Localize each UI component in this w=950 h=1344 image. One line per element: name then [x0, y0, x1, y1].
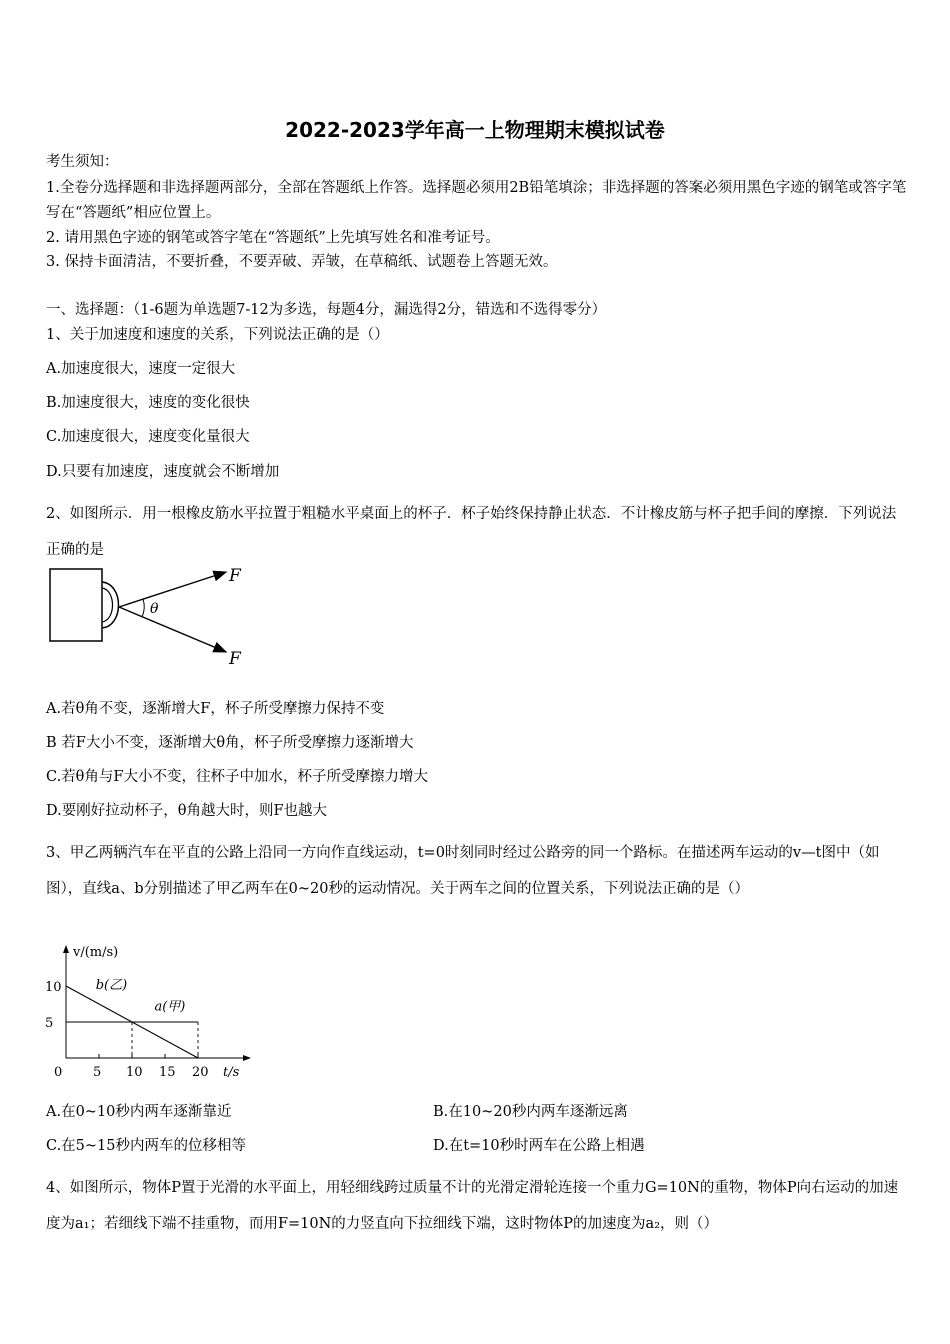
force-lower-line: [119, 607, 226, 652]
q2-option-d: D.要刚好拉动杯子，θ角越大时，则F也越大: [46, 803, 328, 819]
x-tick-label: 5: [93, 1065, 102, 1080]
q2-stem: 2、如图所示．用一根橡皮筋水平拉置于粗糙水平桌面上的杯子．杯子始终保持静止状态．不计橡皮筋与杯子把手间的摩擦．下列说法正确的是: [46, 506, 897, 558]
q2-option-a: A.若θ角不变，逐渐增大F，杯子所受摩擦力保持不变: [46, 701, 385, 717]
x-axis-label: t/s: [223, 1065, 240, 1080]
angle-label: θ: [150, 601, 159, 617]
angle-arc: [142, 599, 144, 617]
y-axis-label: v/(m/s): [73, 945, 119, 960]
x-tick-label: 15: [159, 1065, 176, 1080]
x-tick-label: 0: [54, 1065, 63, 1080]
q1-option-b: B.加速度很大，速度的变化很快: [46, 395, 250, 411]
q2-option-c: C.若θ角与F大小不变，往杯子中加水，杯子所受摩擦力增大: [46, 769, 428, 785]
cup-handle-inner: [102, 588, 113, 622]
force-lower-label: F: [229, 649, 241, 669]
notice-item-1: 1.全卷分选择题和非选择题两部分，全部在答题纸上作答。选择题必须用2B铅笔填涂；非选择题的答案必须用黑色字迹的钢笔或答字笔写在“答题纸”相应位置上。: [46, 180, 907, 221]
page-title: 2022-2023学年高一上物理期末模拟试卷: [285, 118, 665, 142]
q1-option-c: C.加速度很大，速度变化量很大: [46, 429, 250, 445]
section-heading: 一、选择题：（1-6题为单选题7-12为多选，每题4分，漏选得2分，错选和不选得零分）: [46, 302, 607, 318]
cup-body: [50, 569, 102, 641]
q3-option-b: B.在10~20秒内两车逐渐远离: [433, 1104, 628, 1120]
series-label-a: a(甲): [154, 999, 186, 1015]
y-tick-label: 10: [45, 980, 62, 995]
notice-item-3: 3. 保持卡面清洁，不要折叠，不要弄破、弄皱，在草稿纸、试题卷上答题无效。: [46, 254, 558, 270]
y-tick-label: 5: [45, 1016, 54, 1031]
q3-option-a: A.在0~10秒内两车逐渐靠近: [46, 1104, 232, 1120]
q1-option-d: D.只要有加速度，速度就会不断增加: [46, 464, 280, 480]
x-tick-label: 10: [126, 1065, 143, 1080]
force-upper-label: F: [229, 566, 241, 586]
q4-stem: 4、如图所示，物体P置于光滑的水平面上，用轻细线跨过质量不计的光滑定滑轮连接一个重力G=10N的重物，物体P向右运动的加速度为a₁；若细线下端不挂重物，而用F=10N的力竖直向下拉细线下端，这时物体P的加速度为a₂，则（）: [46, 1180, 899, 1232]
force-upper-line: [119, 572, 226, 607]
notice-heading: 考生须知：: [46, 154, 119, 170]
q1-stem: 1、关于加速度和速度的关系，下列说法正确的是（）: [46, 327, 389, 343]
q3-stem: 3、甲乙两辆汽车在平直的公路上沿同一方向作直线运动，t=0时刻同时经过公路旁的同一个路标。在描述两车运动的v—t图中（如图），直线a、b分别描述了甲乙两车在0~20秒的运动情况。关于两车之间的位置关系，下列说法正确的是（）: [46, 845, 880, 897]
series-label-b: b(乙): [95, 977, 128, 993]
notice-item-2: 2. 请用黑色字迹的钢笔或答字笔在“答题纸”上先填写姓名和准考证号。: [46, 230, 500, 246]
cup-force-diagram: [46, 562, 256, 672]
x-tick-label: 20: [192, 1065, 209, 1080]
q3-option-d: D.在t=10秒时两车在公路上相遇: [433, 1138, 645, 1154]
q2-option-b: B 若F大小不变，逐渐增大θ角，杯子所受摩擦力逐渐增大: [46, 735, 414, 751]
vt-chart: [40, 938, 260, 1088]
q3-option-c: C.在5~15秒内两车的位移相等: [46, 1138, 247, 1154]
q1-option-a: A.加速度很大，速度一定很大: [46, 361, 236, 377]
